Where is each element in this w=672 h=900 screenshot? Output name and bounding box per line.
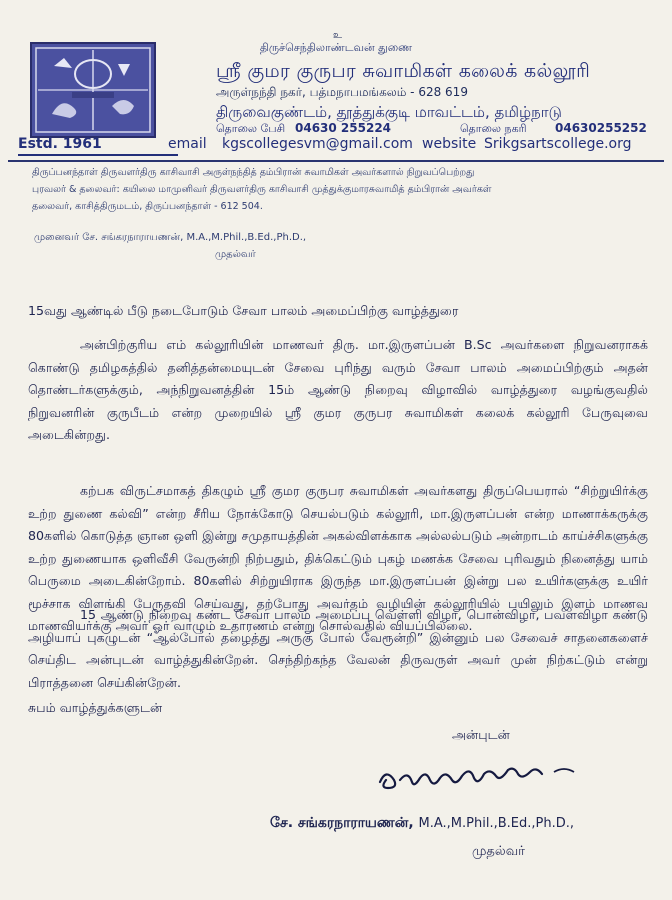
email-label: email [168,136,207,152]
address-line-2: திருவைகுண்டம், தூத்துக்குடி மாவட்டம், தமிழ்நாடு [216,103,562,121]
blessing-line: திருச்செந்திலாண்டவன் துணை [259,41,413,54]
paragraph-2: கற்பக விருட்சமாகத் திகழும் ஸ்ரீ குமர குருபர சுவாமிகள் அவர்களது திருப்பெயரால் “சிற்றுயிர்க்கு உற்ற துணை கல்வி” என்ற சீரிய நோக்கோடு செயல்படும் கல்லூரி, மா.இருளப்பன் என்ற மாணாக்கருக்கு 80களில் கொடுத்த ஞான ஒளி இன்று சமுதாயத்தின் அகல்விளக்காக அல்லல்படும் அன்றாடம் காய்ச்சிகளுக்கு உற்ற துணையாக ஒளிவீசி வேருன்றி நிற்பதும், திக்கெட்டும் புகழ் மணக்க சேவை புரிவதும் நினைத்து யாம் பெருமை அடைகின்றோம். 80களில் சிற்றுயிராக இருந்த மா.இருளப்பன் இன்று பல உயிர்களுக்கு உயிர் மூச்சாக விளங்கி பேருதவி செய்வது, தற்போது அவர்தம் வழியின் கல்லூரியில் பயிலும் இளம் மாணவ மாணவியர்க்கு அவர் ஓர் வாழும் உதாரணம் என்று சொல்வதில் வியப்பில்லை. [28,483,648,633]
phone-label: தொலை பேசி [216,122,286,135]
established-year: Estd. 1961 [18,136,102,152]
signer-degrees: M.A.,M.Phil.,B.Ed.,Ph.D., [418,816,574,831]
college-emblem-icon [32,44,154,136]
fax-number: 04630255252 [555,121,647,135]
address-line-1: அருள்நந்தி நகர், பத்மநாபமங்கலம் - 628 619 [216,85,468,99]
signature-image [374,760,584,796]
phone-number: 04630 255224 [295,121,392,135]
signer-name [270,815,574,833]
website-label: website [422,136,477,152]
principal-name-line: முனைவர் சே. சங்கரநாராயணன், M.A.,M.Phil.,B.Ed.,Ph.D., [34,232,307,243]
regards: அன்புடன் [452,727,510,742]
letter-subject: 15வது ஆண்டில் பீடு நடைபோடும் சேவா பாலம் அமைப்பிற்கு வாழ்த்துரை [28,303,459,318]
principal-role: முதல்வர் [215,249,256,260]
fax-label: தொலை நகரி [460,122,527,135]
founder-line-1: திருப்பனந்தாள் திருவளர்திரு காசிவாசி அருள்நந்தித் தம்பிரான் சுவாமிகள் அவர்களால் நிறுவப்பெற்றது [32,167,475,178]
signer-name-text: சே. சங்கரநாராயணன், [270,815,414,831]
signer-role: முதல்வர் [472,844,525,859]
college-name: ஸ்ரீ குமர குருபர சுவாமிகள் கலைக் கல்லூரி [216,60,591,82]
paragraph-1: அன்பிற்குரிய எம் கல்லூரியின் மாணவர் திரு. மா.இருளப்பன் B.Sc அவர்களை நிறுவனராகக் கொண்டு தமிழகத்தில் தனித்தன்மையுடன் சேவை புரிந்து வரும் சேவா பாலம் அமைப்பிற்கும் அதன் தொண்டர்களுக்கும், அந்நிறுவனத்தின் 15ம் ஆண்டு நிறைவு விழாவில் வாழ்த்துரை வழங்குவதில் நிறுவனரின் குருபீடம் என்ற முறையில் ஸ்ரீ குமர குருபர சுவாமிகள் கலைக் கல்லூரி பேருவுவை அடைகின்றது. [28,337,648,442]
paragraph-3: 15 ஆண்டு நிறைவு கண்ட சேவா பாலம் அமைப்பு வெள்ளி விழா, பொன்விழா, பவளவிழா கண்டு அழியாப் புகழுடன் “ஆல்போல் தழைத்து அருகு போல் வேரூன்றி” இன்னும் பல சேவைச் சாதனைகளைச் செய்திட அன்புடன் வாழ்த்துகின்றேன். செந்திற்கந்த வேலன் திருவருள் அவர் முன் நிற்கட்டும் என்று பிராத்தனை செய்கின்றேன். [28,607,648,690]
greeting: சுபம் வாழ்த்துக்களுடன் [28,700,163,715]
college-logo [30,42,156,138]
website-url[interactable]: Srikgsartscollege.org [484,136,632,152]
email-address[interactable]: kgscollegesvm@gmail.com [222,136,413,152]
header-divider [8,160,664,162]
founder-line-2: புரவலர் & தலைவர்: கயிலை மாமுனிவர் திருவளர்திரு காசிவாசி முத்துக்குமாரசுவாமித் தம்பிரான் அவர்கள் [32,184,492,195]
estd-underline [18,154,178,156]
om-symbol: உ [333,30,343,41]
founder-line-3: தலைவர், காசித்திருமடம், திருப்பனந்தாள் - 612 504. [32,201,263,212]
